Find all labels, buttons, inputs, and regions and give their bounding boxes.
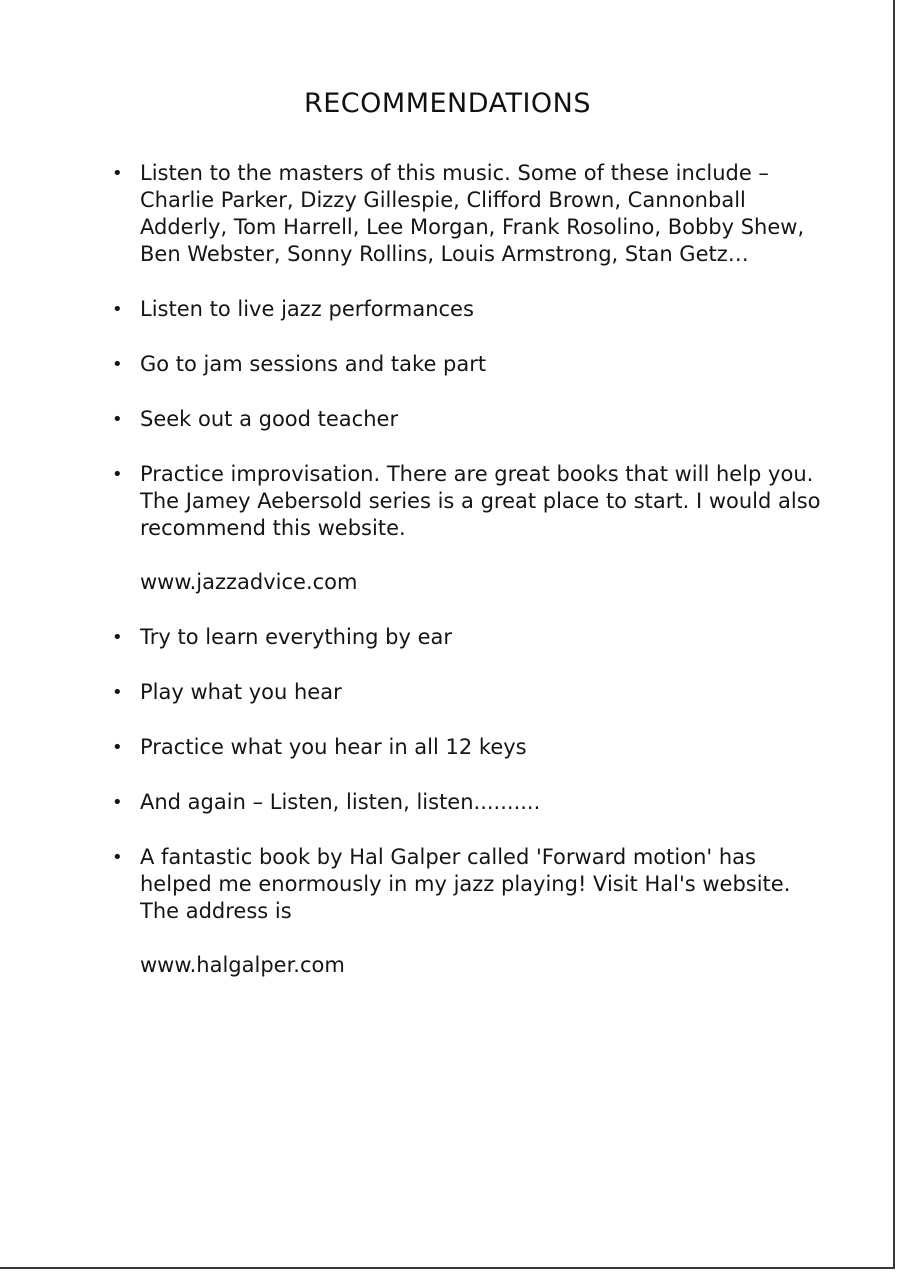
list-item-text: Practice improvisation. There are great books that will help you. The Jamey Aebersold series is a great place to start. I would also recommend this website.: [140, 462, 821, 540]
recommendations-list: [110, 160, 830, 1007]
list-item: [110, 296, 830, 323]
list-item-text: Try to learn everything by ear: [140, 625, 452, 649]
jazzadvice-link[interactable]: www.jazzadvice.com: [140, 570, 358, 594]
list-item: [110, 406, 830, 433]
list-item: [110, 844, 830, 979]
bullet-icon: •: [112, 627, 123, 648]
bullet-icon: •: [112, 464, 123, 485]
list-item: [110, 789, 830, 816]
list-item-text: Play what you hear: [140, 680, 342, 704]
list-item: [110, 160, 830, 268]
bullet-icon: •: [112, 354, 123, 375]
list-item-text: Listen to the masters of this music. Some of these include – Charlie Parker, Dizzy Gillespie, Clifford Brown, Cannonball Adderly, Tom Harrell, Lee Morgan, Frank Rosolino, Bobby Shew, Ben Webster, Sonny Rollins, Louis Armstrong, Stan Getz…: [140, 161, 805, 266]
list-item: [110, 679, 830, 706]
list-item-text: Go to jam sessions and take part: [140, 352, 487, 376]
list-item-text: A fantastic book by Hal Galper called 'Forward motion' has helped me enormously in my jazz playing! Visit Hal's website. The address is: [140, 845, 791, 923]
list-item-text: Practice what you hear in all 12 keys: [140, 735, 527, 759]
page-title: RECOMMENDATIONS: [303, 88, 591, 119]
bullet-icon: •: [112, 847, 123, 868]
list-item: [110, 624, 830, 651]
list-item-text: Listen to live jazz performances: [140, 297, 474, 321]
list-item-text: Seek out a good teacher: [140, 407, 399, 431]
list-item-text: And again – Listen, listen, listen..........: [140, 790, 541, 814]
list-item: [110, 734, 830, 761]
bullet-icon: •: [112, 792, 123, 813]
bullet-icon: •: [112, 299, 123, 320]
list-item: [110, 461, 830, 596]
bullet-icon: •: [112, 682, 123, 703]
list-item: [110, 351, 830, 378]
bullet-icon: •: [112, 163, 123, 184]
halgalper-link[interactable]: www.halgalper.com: [140, 953, 345, 977]
bullet-icon: •: [112, 737, 123, 758]
bullet-icon: •: [112, 409, 123, 430]
